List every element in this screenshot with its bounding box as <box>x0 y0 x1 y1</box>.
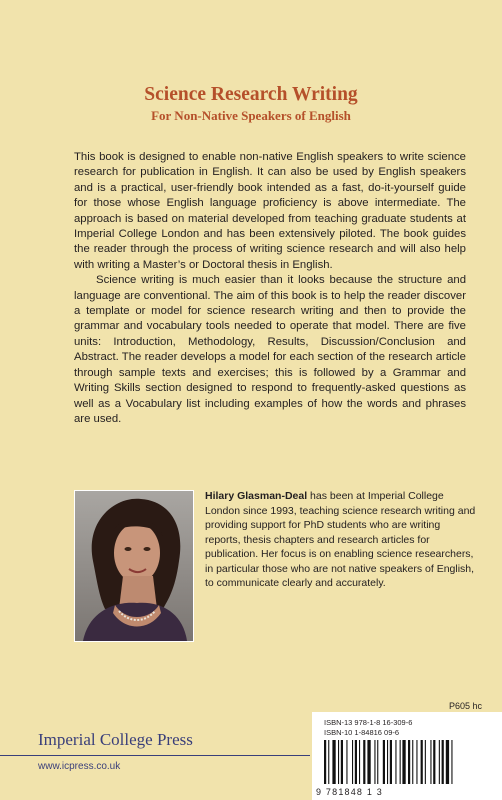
publisher-website: www.icpress.co.uk <box>38 761 121 772</box>
barcode <box>324 740 494 786</box>
author-bio <box>205 489 477 591</box>
isbn-10: ISBN-10 1-84816 09-6 <box>324 728 400 737</box>
author-photo <box>74 490 194 642</box>
barcode-digits: 9 781848 1 3 <box>316 787 383 797</box>
isbn-13: ISBN-13 978-1-8 16-309-6 <box>324 718 413 727</box>
author-name: Hilary Glasman-Deal <box>205 490 308 502</box>
publisher-name: Imperial College Press <box>38 730 193 749</box>
publisher-rule <box>0 755 310 756</box>
price-code: P605 hc <box>448 701 482 711</box>
blurb <box>74 150 466 427</box>
author-bio-text: has been at Imperial College London since 1993, teaching science research writing and providing support for PhD students who are writing reports, thesis chapters and research articles for publication. Her focus is on enabling science researchers, in particular those who are not native speakers of English, to communicate clearly and accurately. <box>205 490 476 589</box>
book-subtitle: For Non-Native Speakers of English <box>151 108 351 123</box>
blurb-paragraph-2: Science writing is much easier than it looks because the structure and language are conventional. The aim of this book is to help the reader discover a template or model for science research writing and then to provide the grammar and vocabulary tools needed to operate that model. There are five units: Introduction, Methodology, Results, Discussion/Conclusion and Abstract. The reader develops a model for each section of the research article through sample texts and exercises; this is followed by a Grammar and Writing Skills section designed to respond to frequently-asked questions as well as a Vocabulary list including examples of how the words and phrases are used. <box>74 274 466 425</box>
book-title: Science Research Writing <box>144 84 358 105</box>
blurb-paragraph-1: This book is designed to enable non-native English speakers to write science research for publication in English. It can also be used by English speakers and is a practical, user-friendly book intended as a fast, do-it-yourself guide for those whose English language proficiency is above intermediate. The approach is based on material developed from teaching graduate students at Imperial College London and has been extensively piloted. The book guides the reader through the process of writing science research and will also help with writing a Master’s or Doctoral thesis in English. <box>74 151 466 271</box>
barcode-panel <box>312 712 502 800</box>
